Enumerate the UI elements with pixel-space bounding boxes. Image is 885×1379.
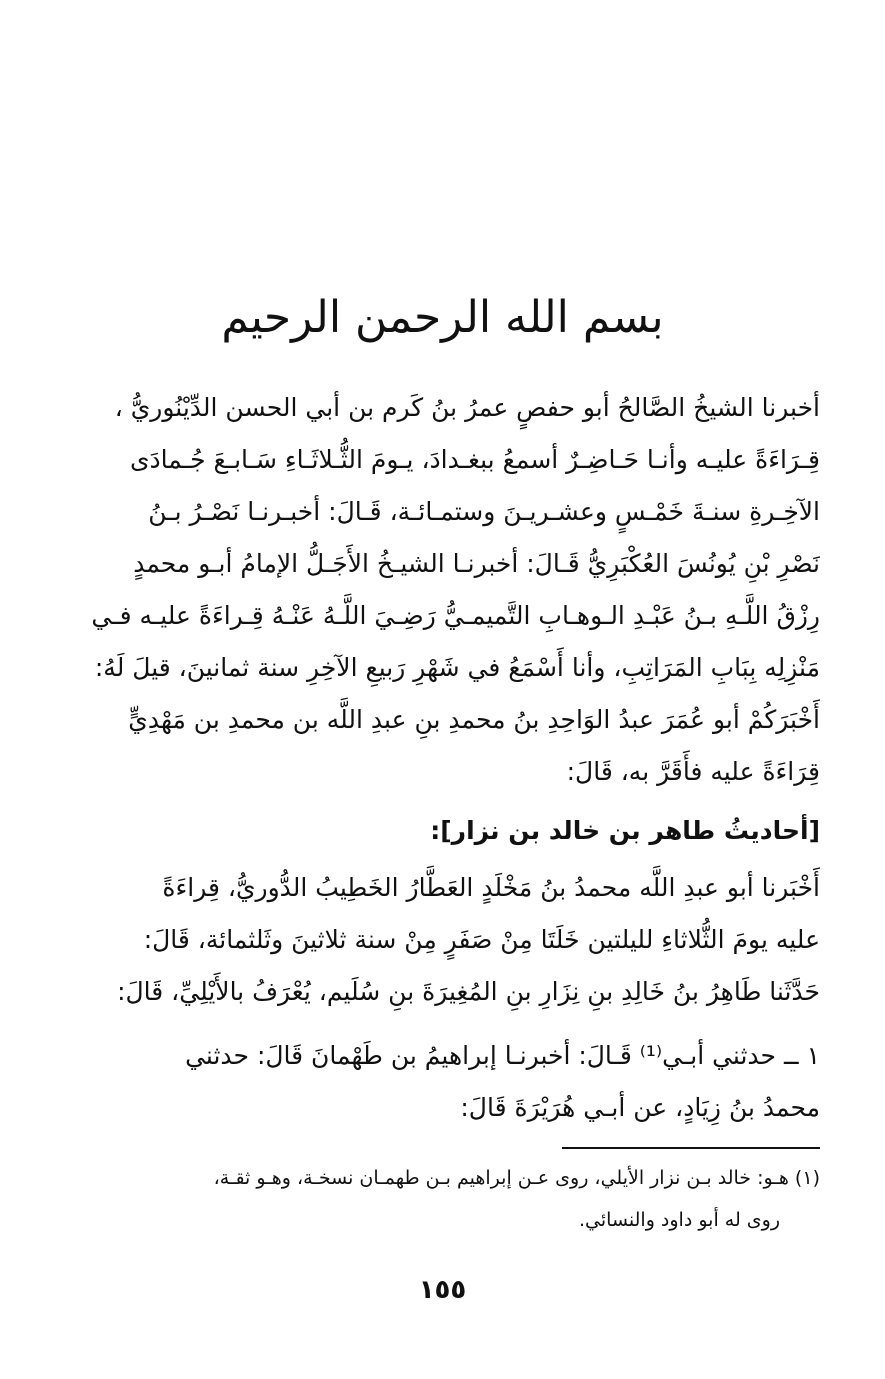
text-line: مَنْزِلِه بِبَابِ المَرَاتِبِ، وأنا أَسْمَعُ في شَهْرِ رَبيعِ الآخِرِ سنة ثمانينَ، قيلَ لَهُ: xyxy=(94,653,820,682)
footnote-line: (١) هـو: خالد بـن نزار الأيلي، روى عـن إبراهيم بـن طهمـان نسخـة، وهـو ثقـة، xyxy=(213,1167,820,1189)
text-line: نَصْرِ بْنِ يُونُسَ العُكْبَرِيُّ قَـالَ: أخبرنـا الشيـخُ الأَجَـلُّ الإمامُ أبـو محمدٍ xyxy=(133,549,820,578)
text-line: حَدَّثَنا طَاهِرُ بنُ خَالِدِ بنِ نِزَارِ بنِ المُغِيرَةَ بنِ سُلَيم، يُعْرَفُ بالأَيْلِيِّ، قَالَ: xyxy=(117,977,820,1006)
text-line: أخبرنا الشيخُ الصَّالحُ أبو حفصٍ عمرُ بنُ كَرم بن أبي الحسن الدِّيْنُوريُّ ، xyxy=(114,393,820,422)
text-line: قِرَاءَةً عليه فأَقَرَّ به، قَالَ: xyxy=(566,757,820,786)
hadith-paragraph xyxy=(65,1030,820,1134)
text-line: عليه يومَ الثُّلاثاءِ لليلتين خَلَتَا مِنْ صَفَرٍ مِنْ سنة ثلاثينَ وثَلثمائة، قَالَ: xyxy=(143,925,820,954)
text-line: أَخْبَرنا أبو عبدِ اللَّه محمدُ بنُ مَخْلَدٍ العَطَّارُ الخَطِيبُ الدُّوريُّ، قِراءَةً xyxy=(162,873,820,902)
page-number: ١٥٥ xyxy=(418,1275,467,1305)
text-line: رِزْقُ اللَّـهِ بـنُ عَبْـدِ الـوهـابِ التَّميمـيُّ رَضِـيَ اللَّـهُ عَنْـهُ قِـراءَةً عليـه فـي xyxy=(91,601,820,630)
section-heading: [أحاديثُ طاهر بن خالد بن نزار]: xyxy=(430,816,820,845)
text-line: الآخِـرةِ سنـةَ خَمْـسٍ وعشـريـنَ وستمـائـة، قَـالَ: أخبـرنـا نَصْـرُ بـنُ xyxy=(148,497,820,526)
text-line: أَخْبَرَكُمْ أبو عُمَرَ عبدُ الوَاحِدِ بنُ محمدِ بنِ عبدِ اللَّه بن محمدِ بن مَهْدِيٍّ xyxy=(128,705,820,734)
text-line: ١ ــ حدثني أبـي⁽¹⁾ قَـالَ: أخبرنـا إبراهيمُ بن طَهْمانَ قَالَ: حدثني xyxy=(185,1041,820,1070)
text-line: قِـرَاءَةً عليـه وأنـا حَـاضِـرٌ أسمعُ ببغـدادَ، يـومَ الثُّـلاثَـاءِ سَـابـعَ جُـمادَى xyxy=(129,445,820,474)
footnote-divider xyxy=(562,1147,820,1149)
intro-paragraph xyxy=(65,382,820,798)
footnote-line: روى له أبو داود والنسائي. xyxy=(579,1209,780,1231)
section-paragraph xyxy=(65,862,820,1018)
text-line: محمدُ بنُ زِيَادٍ، عن أبـي هُرَيْرَةَ قَالَ: xyxy=(460,1093,820,1122)
footnotes xyxy=(65,1157,820,1241)
basmala-heading: بسم الله الرحمن الرحيم xyxy=(221,292,664,343)
